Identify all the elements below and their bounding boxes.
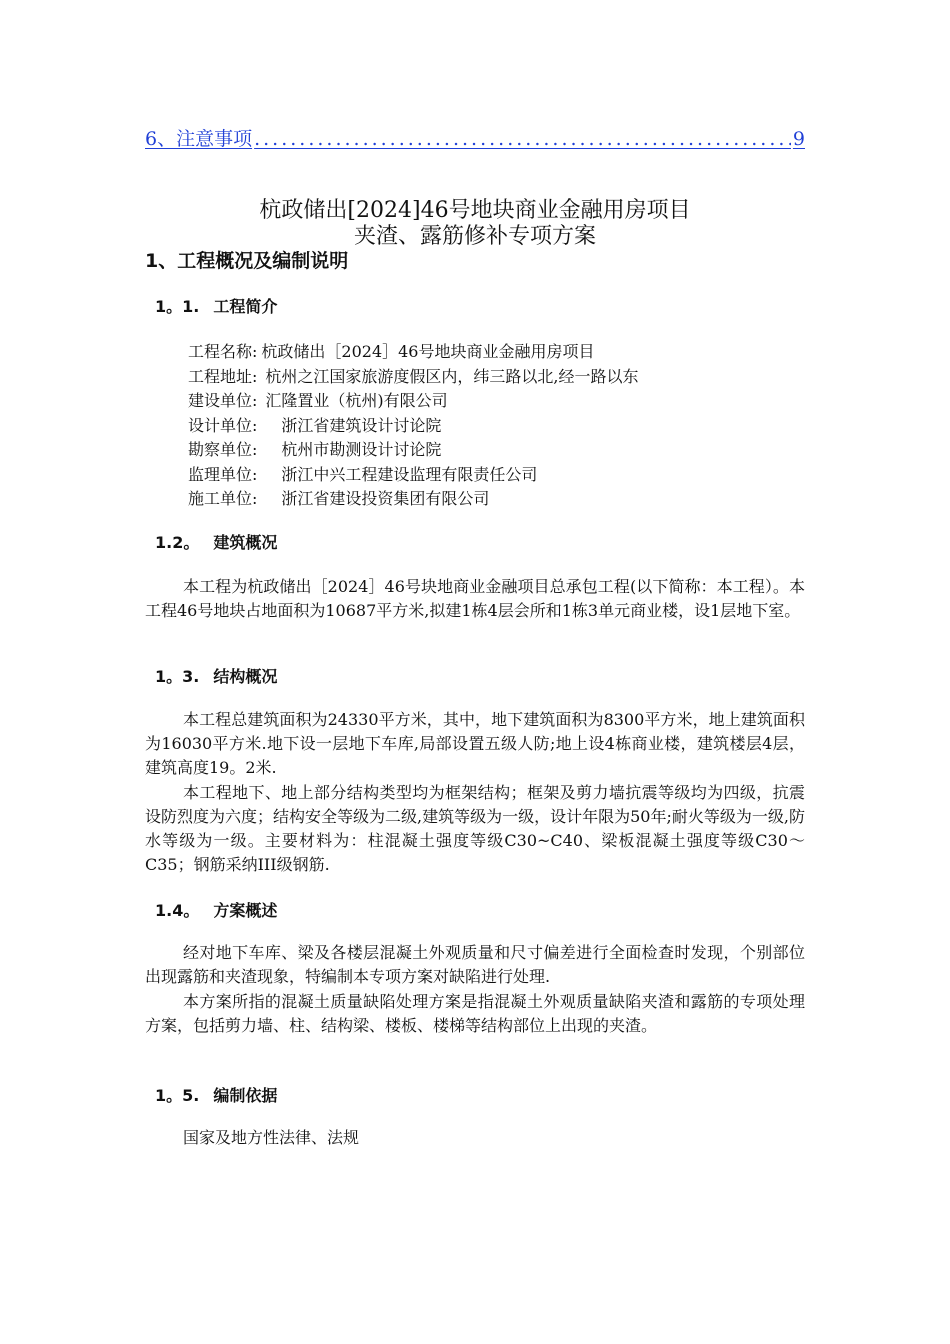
info-value: 杭政储出［2024］46号地块商业金融用房项目 <box>261 342 595 361</box>
info-row <box>188 414 639 439</box>
subsection-number: 1。3. <box>155 667 200 686</box>
info-value: 汇隆置业（杭州)有限公司 <box>265 391 448 410</box>
document-title-line2: 夹渣、露筋修补专项方案 <box>353 224 596 249</box>
paragraph-basis: 国家及地方性法律、法规 <box>183 1128 360 1147</box>
toc-label[interactable]: 6、注意事项 <box>145 128 253 150</box>
info-label: 工程地址: <box>188 366 258 386</box>
info-value: 浙江省建筑设计讨论院 <box>281 415 442 435</box>
subsection-number: 1。5. <box>155 1086 200 1105</box>
subsection-number: 1.2。 <box>155 533 200 552</box>
info-row <box>188 340 639 365</box>
subsection-number: 1。1. <box>155 297 200 316</box>
subsection-number: 1.4。 <box>155 901 200 920</box>
info-value: 浙江中兴工程建设监理有限责任公司 <box>281 464 538 484</box>
subsection-heading-1-5 <box>155 1083 277 1106</box>
info-label: 监理单位: <box>188 464 258 484</box>
info-row <box>188 365 639 390</box>
info-label: 施工单位: <box>188 489 258 508</box>
section-heading-1: 1、工程概况及编制说明 <box>145 250 349 272</box>
info-value: 杭州之江国家旅游度假区内，纬三路以北,经一路以东 <box>265 366 639 386</box>
info-row <box>188 463 639 488</box>
subsection-title: 建筑概况 <box>213 533 278 552</box>
info-value: 浙江省建设投资集团有限公司 <box>281 489 490 508</box>
info-label: 勘察单位: <box>188 440 258 459</box>
toc-page-number[interactable]: 9 <box>792 128 805 150</box>
paragraph-building-overview: 本工程为杭政储出［2024］46号块地商业金融项目总承包工程(以下简称：本工程）。本工程46号地块占地面积为10687平方米,拟建1栋4层会所和1栋3单元商业楼，设1层地下室。 <box>145 577 805 620</box>
subsection-title: 结构概况 <box>213 667 278 686</box>
info-label: 设计单位: <box>188 415 258 435</box>
info-row <box>188 487 639 512</box>
subsection-heading-1-2 <box>155 530 277 553</box>
paragraph-structure-1: 本工程总建筑面积为24330平方米，其中，地下建筑面积为8300平方米，地上建筑面积为16030平方米.地下设一层地下车库,局部设置五级人防;地上设4栋商业楼，建筑楼层4层，建筑高度19。2米. <box>145 710 805 777</box>
paragraph-structure-2: 本工程地下、地上部分结构类型均为框架结构；框架及剪力墙抗震等级均为四级，抗震设防烈度为六度；结构安全等级为二级,建筑等级为一级，设计年限为50年;耐火等级为一级,防水等级为一级。主要材料为：柱混凝土强度等级C30~C40、梁板混凝土强度等级C30～C35；钢筋采纳III级钢筋. <box>145 783 805 874</box>
info-value: 杭州市勘测设计讨论院 <box>281 440 442 459</box>
info-label: 建设单位: <box>188 391 258 410</box>
info-row <box>188 389 639 414</box>
subsection-title: 工程简介 <box>213 297 278 316</box>
document-title-line1: 杭政储出[2024]46号地块商业金融用房项目 <box>259 198 691 223</box>
subsection-heading-1-3 <box>155 664 277 687</box>
paragraph-plan-2: 本方案所指的混凝土质量缺陷处理方案是指混凝土外观质量缺陷夹渣和露筋的专项处理方案，包括剪力墙、柱、结构梁、楼板、楼梯等结构部位上出现的夹渣。 <box>145 992 805 1035</box>
subsection-title: 方案概述 <box>213 901 278 920</box>
info-row <box>188 438 639 463</box>
toc-leader-dots <box>254 128 791 150</box>
subsection-heading-1-1 <box>155 294 277 317</box>
paragraph-plan-1: 经对地下车库、梁及各楼层混凝土外观质量和尺寸偏差进行全面检查时发现，个别部位出现露筋和夹渣现象，特编制本专项方案对缺陷进行处理. <box>145 943 805 986</box>
subsection-heading-1-4 <box>155 898 277 921</box>
subsection-title: 编制依据 <box>213 1086 278 1105</box>
toc-link-notes[interactable] <box>145 124 805 151</box>
project-info-list <box>188 340 639 512</box>
info-label: 工程名称: <box>188 342 258 361</box>
